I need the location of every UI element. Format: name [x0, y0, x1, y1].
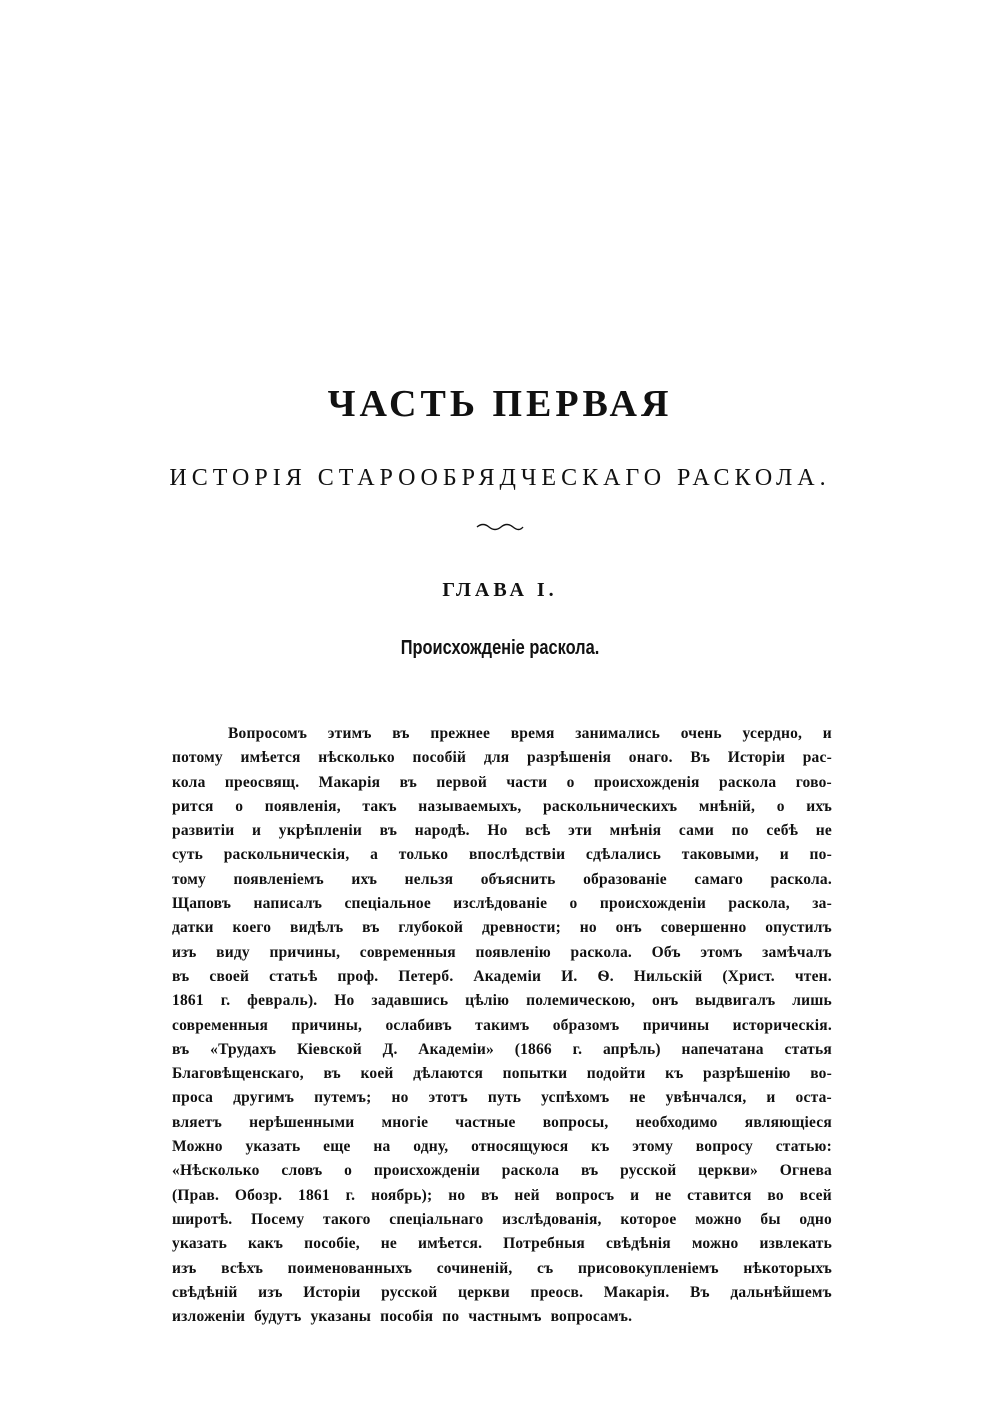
body-paragraph	[172, 722, 832, 1329]
text-line: въ «Трудахъ Кіевской Д. Академіи» (1866 г. апрѣль) напечатана статья	[172, 1040, 832, 1058]
text-line: Благовѣщенскаго, въ коей дѣлаются попытки подойти къ разрѣшенію во-	[172, 1065, 832, 1083]
chapter-label: ГЛАВА I.	[442, 579, 558, 601]
text-line: потому имѣется нѣсколько пособій для разрѣшенія онаго. Въ Исторіи рас-	[172, 749, 832, 767]
part-subtitle: ИСТОРІЯ СТАРООБРЯДЧЕСКАГО РАСКОЛА.	[169, 465, 831, 491]
text-line: суть раскольническія, а только впослѣдствіи сдѣлались таковыми, и по-	[172, 846, 832, 864]
text-line: свѣдѣній изъ Исторіи русской церкви преосв. Макарія. Въ дальнѣйшемъ	[172, 1283, 832, 1301]
text-line: датки коего видѣлъ въ глубокой древности; но онъ совершенно опустилъ	[172, 919, 832, 937]
text-line: Щаповъ написалъ спеціальное изслѣдованіе о происхожденіи раскола, за-	[172, 895, 832, 913]
text-line: въ своей статьѣ проф. Петерб. Академіи И. Ѳ. Нильскій (Христ. чтен.	[172, 967, 832, 985]
text-line: рится о появленія, такъ называемыхъ, раскольническихъ мнѣній, о ихъ	[172, 797, 832, 815]
ornament-divider	[475, 520, 525, 534]
text-line: современныя причины, ослабивъ такимъ образомъ причины историческія.	[172, 1016, 832, 1034]
text-line: изложеніи будутъ указаны пособія по частнымъ вопросамъ.	[172, 1308, 633, 1326]
text-line: «Нѣсколько словъ о происхожденіи раскола въ русской церкви» Огнева	[172, 1162, 832, 1180]
text-line: (Прав. Обозр. 1861 г. ноябрь); но въ ней вопросъ и не ставится во всей	[172, 1186, 832, 1204]
text-line: вляетъ нерѣшенными многіе частные вопросы, необходимо являющіеся	[172, 1113, 832, 1131]
text-line: тому появленіемъ ихъ нельзя объяснить образованіе самаго раскола.	[172, 870, 832, 888]
chapter-heading: Происхожденіе раскола.	[400, 637, 600, 659]
text-line: 1861 г. февраль). Но задавшись цѣлію полемическою, онъ выдвигалъ лишь	[172, 992, 832, 1010]
text-line: проса другимъ путемъ; но этотъ путь успѣхомъ не увѣнчался, и оста-	[172, 1089, 832, 1107]
part-title: ЧАСТЬ ПЕРВАЯ	[327, 383, 673, 425]
text-line: Можно указать еще на одну, относящуюся къ этому вопросу статью:	[172, 1138, 832, 1156]
text-line: изъ всѣхъ поименованныхъ сочиненій, съ присовокупленіемъ нѣкоторыхъ	[172, 1259, 832, 1277]
text-line: кола преосвящ. Макарія въ первой части о происхожденія раскола гово-	[172, 773, 832, 791]
text-line: широтѣ. Посему такого спеціальнаго изслѣдованія, которое можно бы одно	[172, 1210, 832, 1228]
text-line: развитіи и укрѣпленіи въ народѣ. Но всѣ эти мнѣнія сами по себѣ не	[172, 822, 832, 840]
text-line: изъ виду причины, современныя появленію раскола. Объ этомъ замѣчалъ	[172, 943, 832, 961]
text-line: Вопросомъ этимъ въ прежнее время занимались очень усердно, и	[228, 725, 832, 742]
text-line: указать какъ пособіе, не имѣется. Потребныя свѣдѣнія можно извлекать	[172, 1235, 832, 1253]
